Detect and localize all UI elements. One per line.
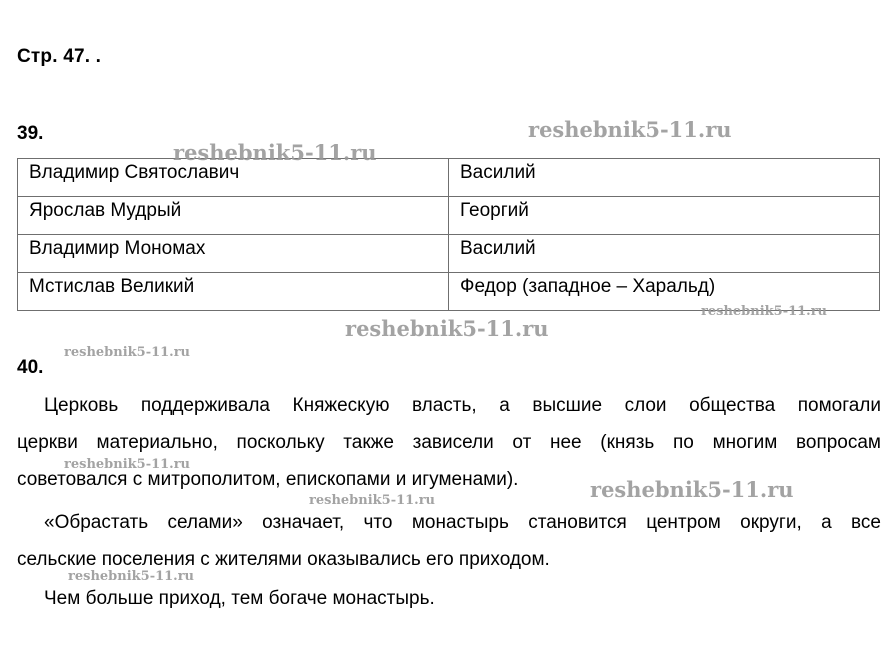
table-row [18,197,880,235]
watermark: reshebnik5-11.ru [528,117,732,142]
baptismal-name-cell: Василий [449,235,880,273]
table-row [18,159,880,197]
page-heading: Стр. 47. . [17,46,102,67]
watermark: reshebnik5-11.ru [64,345,191,360]
watermark: reshebnik5-11.ru [590,477,794,502]
ruler-name-cell: Владимир Святославич [18,159,449,197]
answer-line: советовался с митрополитом, епископами и игуменами). [17,469,519,490]
table-row [18,235,880,273]
answer-line: «Обрастать селами» означает, что монастырь становится центром округи, а все [44,512,881,533]
table-row [18,273,880,311]
watermark: reshebnik5-11.ru [64,457,191,472]
rulers-names-table [17,158,880,311]
answer-line: церкви материально, поскольку также зависели от нее (князь по многим вопросам [17,432,881,453]
watermark: reshebnik5-11.ru [68,569,195,584]
answer-line: сельские поселения с жителями оказывались его приходом. [17,549,550,570]
baptismal-name-cell: Георгий [449,197,880,235]
watermark: reshebnik5-11.ru [309,493,436,508]
task-40-number: 40. [17,357,44,378]
watermark: reshebnik5-11.ru [345,316,549,341]
baptismal-name-cell: Василий [449,159,880,197]
ruler-name-cell: Мстислав Великий [18,273,449,311]
ruler-name-cell: Ярослав Мудрый [18,197,449,235]
baptismal-name-cell: Федор (западное – Харальд) [449,273,880,311]
answer-line: Церковь поддерживала Княжескую власть, а высшие слои общества помогали [44,395,881,416]
answer-line: Чем больше приход, тем богаче монастырь. [44,588,435,609]
watermark: reshebnik5-11.ru [173,140,377,165]
ruler-name-cell: Владимир Мономах [18,235,449,273]
task-39-number: 39. [17,123,44,144]
watermark: reshebnik5-11.ru [701,304,828,319]
